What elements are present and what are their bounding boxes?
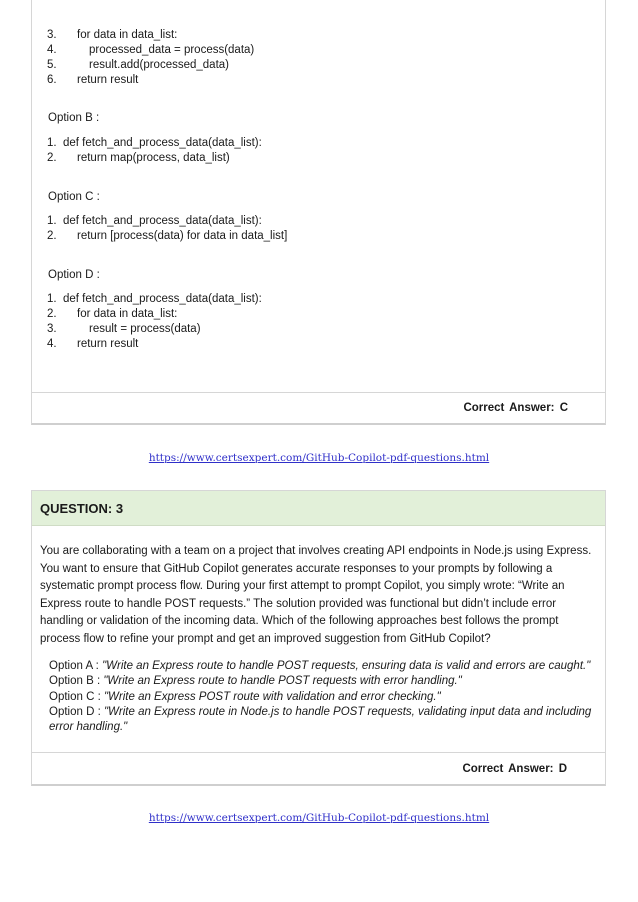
question-3-answer-row (32, 752, 605, 785)
code-line: return result (77, 74, 139, 86)
code-line: result = process(data) (89, 323, 201, 335)
line-number: 2. (47, 230, 57, 242)
line-number: 3. (47, 323, 57, 335)
correct-answer: Correct Answer: C (463, 402, 568, 414)
question-text: You are collaborating with a team on a project that involves creating API endpoints in Node.js using Express. You want to ensure that GitHub Copilot generates accurate responses to your prompts by following a systematic prompt process flow. During your first attempt to prompt Copilot, you simply wrote: “Write an Express route to handle POST requests.” The solution provided was functional but didn’t include error handling or validation of the incoming data. Which of the following approaches best follows the prompt process flow to refine your prompt and get an improved suggestion from GitHub Copilot? (40, 545, 592, 645)
code-line: return map(process, data_list) (77, 152, 230, 164)
correct-answer: Correct Answer: D (462, 763, 567, 775)
code-line: def fetch_and_process_data(data_list): (63, 137, 262, 149)
option-label: Option D : (49, 705, 104, 718)
code-line: for data in data_list: (77, 29, 178, 41)
option-text: "Write an Express route to handle POST requests, ensuring data is valid and errors are caught." (102, 660, 591, 672)
option-a (49, 659, 594, 674)
source-link[interactable]: https://www.certsexpert.com/GitHub-Copilot-pdf-questions.html (148, 452, 490, 464)
line-number: 2. (47, 308, 57, 320)
line-number: 3. (47, 29, 57, 41)
question-2-answer-wrap (31, 0, 606, 425)
option-label: Option C : (49, 690, 104, 703)
line-number: 2. (47, 152, 57, 164)
option-c (49, 690, 594, 705)
line-number: 1. (47, 293, 57, 305)
question-title: QUESTION: 3 (40, 501, 124, 516)
line-number: 4. (47, 44, 57, 56)
line-number: 4. (47, 338, 57, 350)
code-line: return [process(data) for data in data_list] (77, 230, 288, 242)
option-b (49, 674, 594, 689)
option-d-label: Option D : (48, 269, 100, 281)
code-line: for data in data_list: (77, 308, 178, 320)
option-text: "Write an Express route to handle POST requests with error handling." (103, 675, 462, 688)
option-label: Option B : (49, 675, 104, 688)
code-line: return result (77, 338, 139, 350)
option-text: "Write an Express POST route with validation and error checking." (103, 690, 441, 703)
question-header (32, 491, 605, 526)
line-number: 1. (47, 137, 57, 149)
option-b-label: Option B : (48, 112, 100, 124)
code-line: def fetch_and_process_data(data_list): (63, 215, 262, 227)
source-link[interactable]: https://www.certsexpert.com/GitHub-Copilot-pdf-questions.html (148, 812, 490, 824)
line-number: 5. (47, 59, 57, 71)
code-line: def fetch_and_process_data(data_list): (63, 293, 262, 305)
option-d (49, 705, 594, 736)
line-number: 6. (47, 74, 57, 86)
question-3-box (31, 490, 606, 786)
code-line: result.add(processed_data) (89, 59, 229, 71)
question-2-answer-row (31, 392, 606, 424)
answer-options (49, 659, 594, 735)
option-label: Option A : (49, 660, 103, 672)
code-line: processed_data = process(data) (89, 44, 255, 56)
option-c-label: Option C : (48, 191, 100, 203)
line-number: 1. (47, 215, 57, 227)
option-text: "Write an Express route in Node.js to handle POST requests, validating input data and including error handling." (49, 705, 592, 734)
